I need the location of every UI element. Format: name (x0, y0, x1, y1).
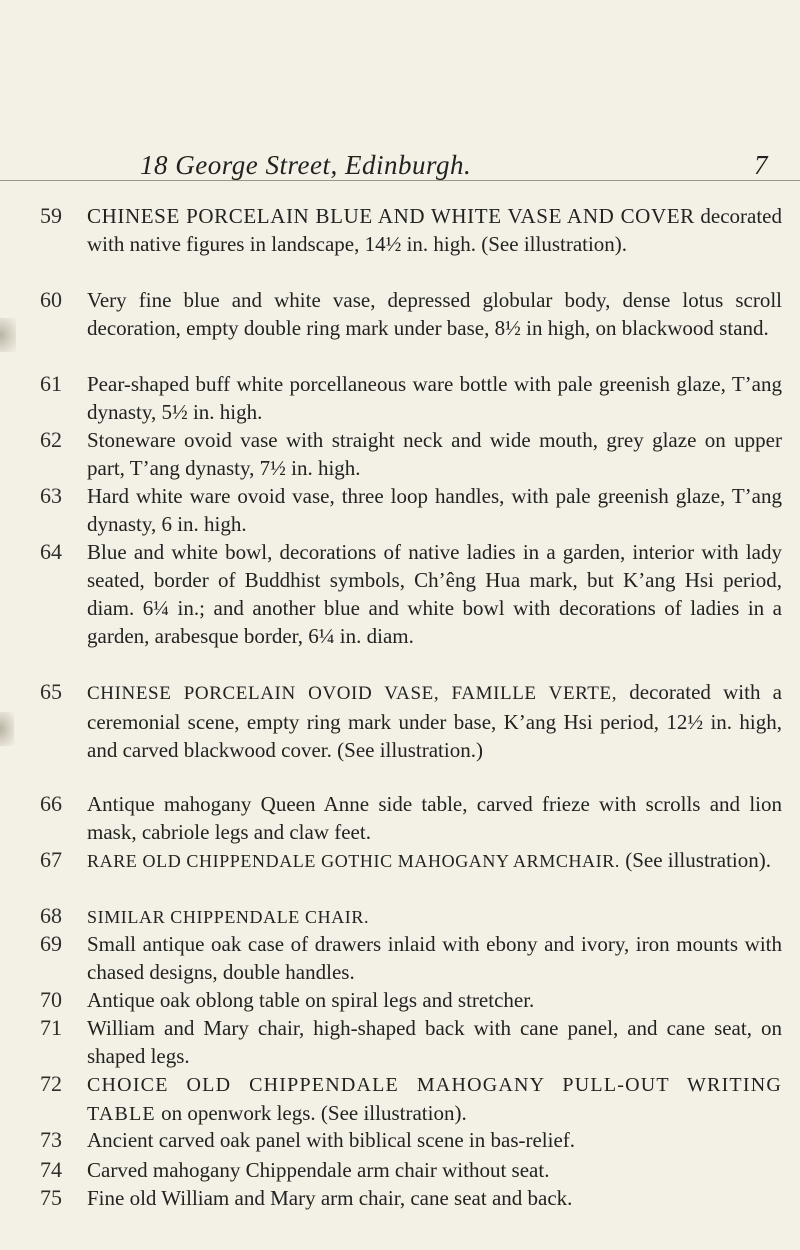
lot-description (87, 202, 782, 258)
lot-text: Carved mahogany Chippendale arm chair without seat. (87, 1158, 550, 1182)
lot-number: 70 (40, 987, 62, 1012)
lot-text: Blue and white bowl, decorations of native ladies in a garden, interior with lady seated, border of Buddhist symbols, Ch’êng Hua mark, but K’ang Hsi period, diam. 6¼ in.; and another blue and white bowl with decorations of ladies in a garden, arabesque border, 6¼ in. diam. (87, 540, 782, 648)
lot-description (87, 538, 782, 650)
lot-number: 60 (40, 287, 62, 312)
lot-number: 74 (40, 1157, 62, 1182)
lot-text: decorated with a ceremonial scene, empty ring mark under base, K’ang Hsi period, 12½ in. high, and carved blackwood cover. (See illustration.) (87, 680, 782, 762)
lot-text: Ancient carved oak panel with biblical scene in bas-relief. (87, 1128, 576, 1152)
header-rule (0, 180, 800, 181)
lot-lead: RARE OLD CHIPPENDALE GOTHIC MAHOGANY ARMCHAIR. (87, 851, 620, 871)
lot-description (87, 790, 782, 846)
lot-number: 62 (40, 427, 62, 452)
lot-text: Hard white ware ovoid vase, three loop handles, with pale greenish glaze, T’ang dynasty, 6 in. high. (87, 484, 782, 536)
lot-text: Pear-shaped buff white porcellaneous ware bottle with pale greenish glaze, T’ang dynasty, 5½ in. high. (87, 372, 782, 424)
lot-text: Small antique oak case of drawers inlaid with ebony and ivory, iron mounts with chased designs, double handles. (87, 932, 782, 984)
lot-text: Fine old William and Mary arm chair, cane seat and back. (87, 1186, 573, 1210)
lot-description (87, 846, 782, 875)
lot-lead: CHINESE PORCELAIN BLUE AND WHITE VASE AND COVER (87, 204, 695, 228)
lot-number: 71 (40, 1015, 62, 1040)
lot-number: 67 (40, 847, 62, 872)
lot-description (87, 1156, 782, 1184)
lot-number: 59 (40, 203, 62, 228)
lot-description (87, 286, 782, 342)
lot-number: 64 (40, 539, 62, 564)
lot-number: 68 (40, 903, 62, 928)
lot-text: on openwork legs. (See illustration). (161, 1101, 467, 1125)
lot-number: 69 (40, 931, 62, 956)
lot-number: 63 (40, 483, 62, 508)
lot-description (87, 426, 782, 482)
lot-description (87, 1184, 782, 1212)
lot-text: Antique oak oblong table on spiral legs and stretcher. (87, 988, 535, 1012)
lot-description (87, 902, 782, 931)
lot-number: 75 (40, 1185, 62, 1210)
margin-stain (0, 712, 14, 746)
lot-description (87, 1126, 782, 1154)
lot-description (87, 482, 782, 538)
lot-text: William and Mary chair, high-shaped back with cane panel, and cane seat, on shaped legs. (87, 1016, 782, 1068)
lot-text: Very fine blue and white vase, depressed globular body, dense lotus scroll decoration, empty double ring mark under base, 8½ in high, on blackwood stand. (87, 288, 782, 340)
page-number: 7 (754, 150, 768, 180)
lot-number: 73 (40, 1127, 62, 1152)
margin-stain (0, 318, 16, 352)
lot-description (87, 1014, 782, 1070)
lot-description (87, 986, 782, 1014)
lot-text: (See illustration). (625, 848, 772, 872)
lot-text: decorated with native figures in landscape, 14½ in. high. (See illustration). (87, 204, 782, 256)
lot-lead: SIMILAR CHIPPENDALE CHAIR. (87, 907, 370, 927)
lot-text: Antique mahogany Queen Anne side table, carved frieze with scrolls and lion mask, cabriole legs and claw feet. (87, 792, 782, 844)
lot-lead: CHOICE OLD CHIPPENDALE MAHOGANY PULL-OUT WRITING TABLE (87, 1074, 782, 1125)
lot-description (87, 930, 782, 986)
lot-number: 65 (40, 679, 62, 704)
lot-lead: CHINESE PORCELAIN OVOID VASE, FAMILLE VERTE, (87, 683, 618, 704)
lot-description (87, 370, 782, 426)
page-header (0, 150, 800, 190)
lot-number: 72 (40, 1071, 62, 1096)
lot-number: 61 (40, 371, 62, 396)
lot-description (87, 678, 782, 764)
lot-text: Stoneware ovoid vase with straight neck and wide mouth, grey glaze on upper part, T’ang dynasty, 7½ in. high. (87, 428, 782, 480)
lot-description (87, 1070, 782, 1128)
lot-number: 66 (40, 791, 62, 816)
page-header-title: 18 George Street, Edinburgh. (140, 150, 472, 180)
